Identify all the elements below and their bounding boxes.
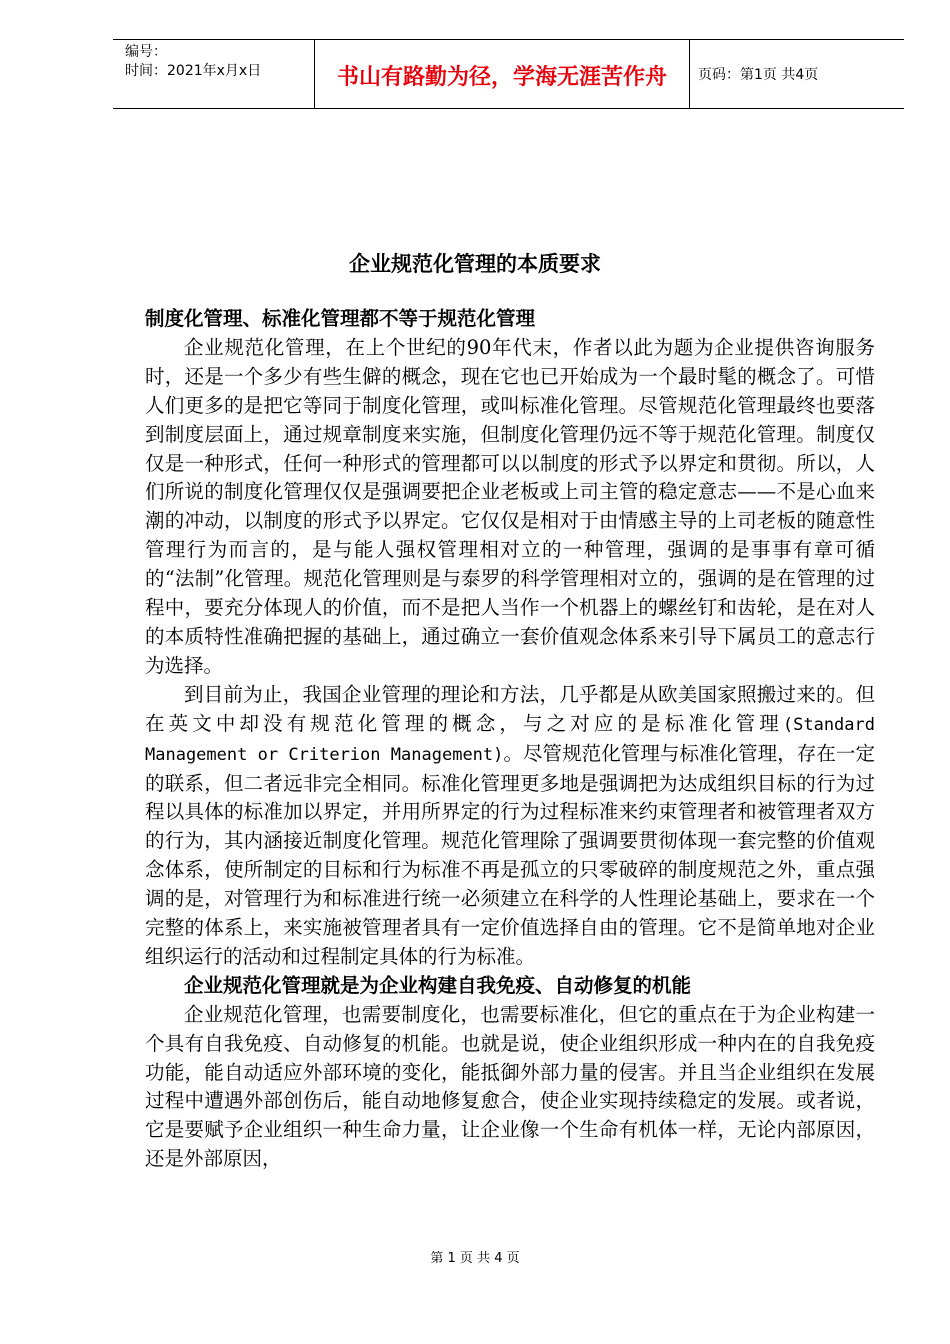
header-motto: 书山有路勤为径，学海无涯苦作舟 xyxy=(315,40,690,108)
paragraph-3: 企业规范化管理，也需要制度化，也需要标准化，但它的重点在于为企业构建一个具有自我免疫、自动修复的机能。也就是说，使企业组织形成一种内在的自我免疫功能，能自动适应外部环境的变化，能抵御外部力量的侵害。并且当企业组织在发展过程中遭遇外部创伤后，能自动地修复愈合，使企业实现持续稳定的发展。或者说，它是要赋予企业组织一种生命力量，让企业像一个生命有机体一样，无论内部原因，还是外部原因， xyxy=(145,1002,875,1171)
page-footer: 第 1 页 共 4 页 xyxy=(430,1251,520,1266)
number-label: 编号： xyxy=(125,44,167,60)
document-title: 企业规范化管理的本质要求 xyxy=(349,252,601,276)
paragraph-2 xyxy=(145,681,875,972)
header-meta xyxy=(113,40,315,108)
section-heading-1: 制度化管理、标准化管理都不等于规范化管理 xyxy=(145,307,536,330)
paragraph-2-text-a: 到目前为止，我国企业管理的理论和方法，几乎都是从欧美国家照搬过来的。但在英文中却没有规范化管理的概念，与之对应的是标准化管理 xyxy=(145,682,875,735)
section-heading-2: 企业规范化管理就是为企业构建自我免疫、自动修复的机能 xyxy=(184,973,692,997)
paragraph-2-text-b: 。尽管规范化管理与标准化管理，存在一定的联系，但二者远非完全相同。标准化管理更多地是强调把为达成组织目标的行为过程以具体的标准加以界定，并用所界定的行为过程标准来约束管理者和被管理者双方的行为，其内涵接近制度化管理。规范化管理除了强调要贯彻体现一套完整的价值观念体系，使所制定的目标和行为标准不再是孤立的只零破碎的制度规范之外，重点强调的是，对管理行为和标准进行统一必须建立在科学的人性理论基础上，要求在一个完整的体系上，来实施被管理者具有一定价值选择自由的管理。它不是简单地对企业组织运行的活动和过程制定具体的行为标准。 xyxy=(145,741,875,968)
document-header xyxy=(113,39,904,109)
document-body xyxy=(145,305,875,1174)
time-label: 时间：2021年x月x日 xyxy=(125,63,262,79)
paragraph-1: 企业规范化管理，在上个世纪的90年代末，作者以此为题为企业提供咨询服务时，还是一个多少有些生僻的概念，现在它也已开始成为一个最时髦的概念了。可惜人们更多的是把它等同于制度化管理，或叫标准化管理。尽管规范化管理最终也要落到制度层面上，通过规章制度来实施，但制度化管理仍远不等于规范化管理。制度仅仅是一种形式，任何一种形式的管理都可以以制度的形式予以界定和贯彻。所以，人们所说的制度化管理仅仅是强调要把企业老板或上司主管的稳定意志——不是心血来潮的冲动，以制度的形式予以界定。它仅仅是相对于由情感主导的上司老板的随意性管理行为而言的，是与能人强权管理相对立的一种管理，强调的是事事有章可循的“法制”化管理。规范化管理则是与泰罗的科学管理相对立的，强调的是在管理的过程中，要充分体现人的价值，而不是把人当作一个机器上的螺丝钉和齿轮，是在对人的本质特性准确把握的基础上，通过确立一套价值观念体系来引导下属员工的意志行为选择。 xyxy=(145,335,875,677)
paragraph-2-english-term: (Standard Management or Criterion Management) xyxy=(145,714,875,765)
header-page-info: 页码：第1页 共4页 xyxy=(698,67,819,83)
